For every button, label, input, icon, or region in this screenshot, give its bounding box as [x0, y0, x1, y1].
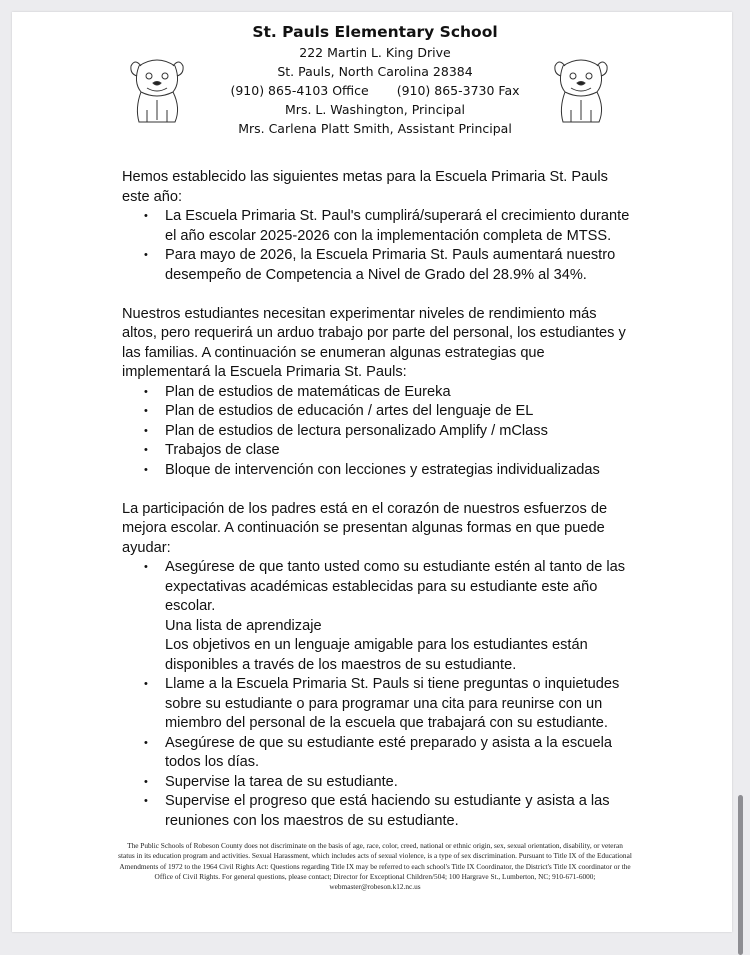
vertical-scrollbar[interactable] — [738, 795, 743, 955]
goals-intro: Hemos establecido las siguientes metas para la Escuela Primaria St. Pauls este año: — [122, 169, 608, 205]
strategy-item: • Plan de estudios de lectura personalizado Amplify / mClass — [165, 422, 634, 442]
school-name: St. Pauls Elementary School — [252, 23, 498, 41]
parent-item: • Supervise la tarea de su estudiante. — [165, 773, 634, 793]
letterhead — [200, 22, 550, 138]
nondiscrimination-footer: The Public Schools of Robeson County does not discriminate on the basis of age, race, color, creed, national or ethnic origin, sex, sexual orientation, disability, or veteran status in its education program and activities. Sexual Harassment, which includes acts of sexual violence, is a type of sex discrimination. Pursuant to Title IX of the Educational Amendments of 1972 to the 1964 Civil Rights Act: Questions regarding Title IX may be referred to each school's Title IX Coordinator, the District's Title IX coordinator or the Office of Civil Rights. For general questions, please contact; Director for Exceptional Children/504; 100 Hargrave St., Lumberton, NC; 910-671-6000; webmaster@robeson.k12.nc.us — [118, 841, 632, 892]
strategy-item: • Trabajos de clase — [165, 441, 634, 461]
strategies-intro: Nuestros estudiantes necesitan experimentar niveles de rendimiento más altos, pero requerirá un arduo trabajo por parte del personal, los estudiantes y las familias. A continuación se enumeran algunas estrategias que implementará la Escuela Primaria St. Pauls: — [122, 305, 626, 380]
parents-list — [122, 558, 634, 831]
address-line-1: 222 Martin L. King Drive — [299, 45, 451, 60]
strategy-item: • Plan de estudios de educación / artes del lenguaje de EL — [165, 402, 634, 422]
parent-item-text: Una lista de aprendizaje — [165, 617, 322, 634]
strategy-item: • Plan de estudios de matemáticas de Eureka — [165, 383, 634, 403]
principal: Mrs. L. Washington, Principal — [285, 102, 465, 117]
document-body — [122, 168, 634, 831]
strategy-item: • Bloque de intervención con lecciones y estrategias individualizadas — [165, 461, 634, 481]
fax-number: (910) 865-3730 Fax — [396, 83, 520, 98]
goals-list — [122, 207, 634, 285]
bulldog-icon — [127, 52, 187, 128]
parent-item: • Llame a la Escuela Primaria St. Pauls si tiene preguntas o inquietudes sobre su estudiante o para programar una cita para reunirse con un miembro del personal de la escuela que trabajará con su estudiante. — [165, 675, 634, 734]
strategies-list — [122, 383, 634, 481]
parent-item — [165, 558, 634, 675]
office-phone: (910) 865-4103 Office — [230, 83, 369, 98]
parent-item: • Supervise el progreso que está haciendo su estudiante y asista a las reuniones con los maestros de su estudiante. — [165, 792, 634, 831]
bulldog-icon — [551, 52, 611, 128]
parent-item-text: • Asegúrese de que tanto usted como su estudiante estén al tanto de las expectativas académicas establecidas para su estudiante este año escolar. — [165, 559, 626, 614]
address-line-2: St. Pauls, North Carolina 28384 — [277, 64, 473, 79]
parent-item: • Asegúrese de que su estudiante esté preparado y asista a la escuela todos los días. — [165, 734, 634, 773]
goal-item: • Para mayo de 2026, la Escuela Primaria St. Pauls aumentará nuestro desempeño de Competencia a Nivel de Grado del 28.9% al 34%. — [165, 246, 634, 285]
goal-item: • La Escuela Primaria St. Paul's cumplirá/superará el crecimiento durante el año escolar 2025-2026 con la implementación completa de MTSS. — [165, 207, 634, 246]
assistant-principal: Mrs. Carlena Platt Smith, Assistant Principal — [238, 121, 512, 136]
parents-intro: La participación de los padres está en el corazón de nuestros esfuerzos de mejora escolar. A continuación se presentan algunas formas en que puede ayudar: — [122, 500, 608, 556]
parent-item-text: Los objetivos en un lenguaje amigable para los estudiantes están disponibles a través de los maestros de su estudiante. — [165, 637, 588, 673]
phone-line — [200, 81, 550, 100]
